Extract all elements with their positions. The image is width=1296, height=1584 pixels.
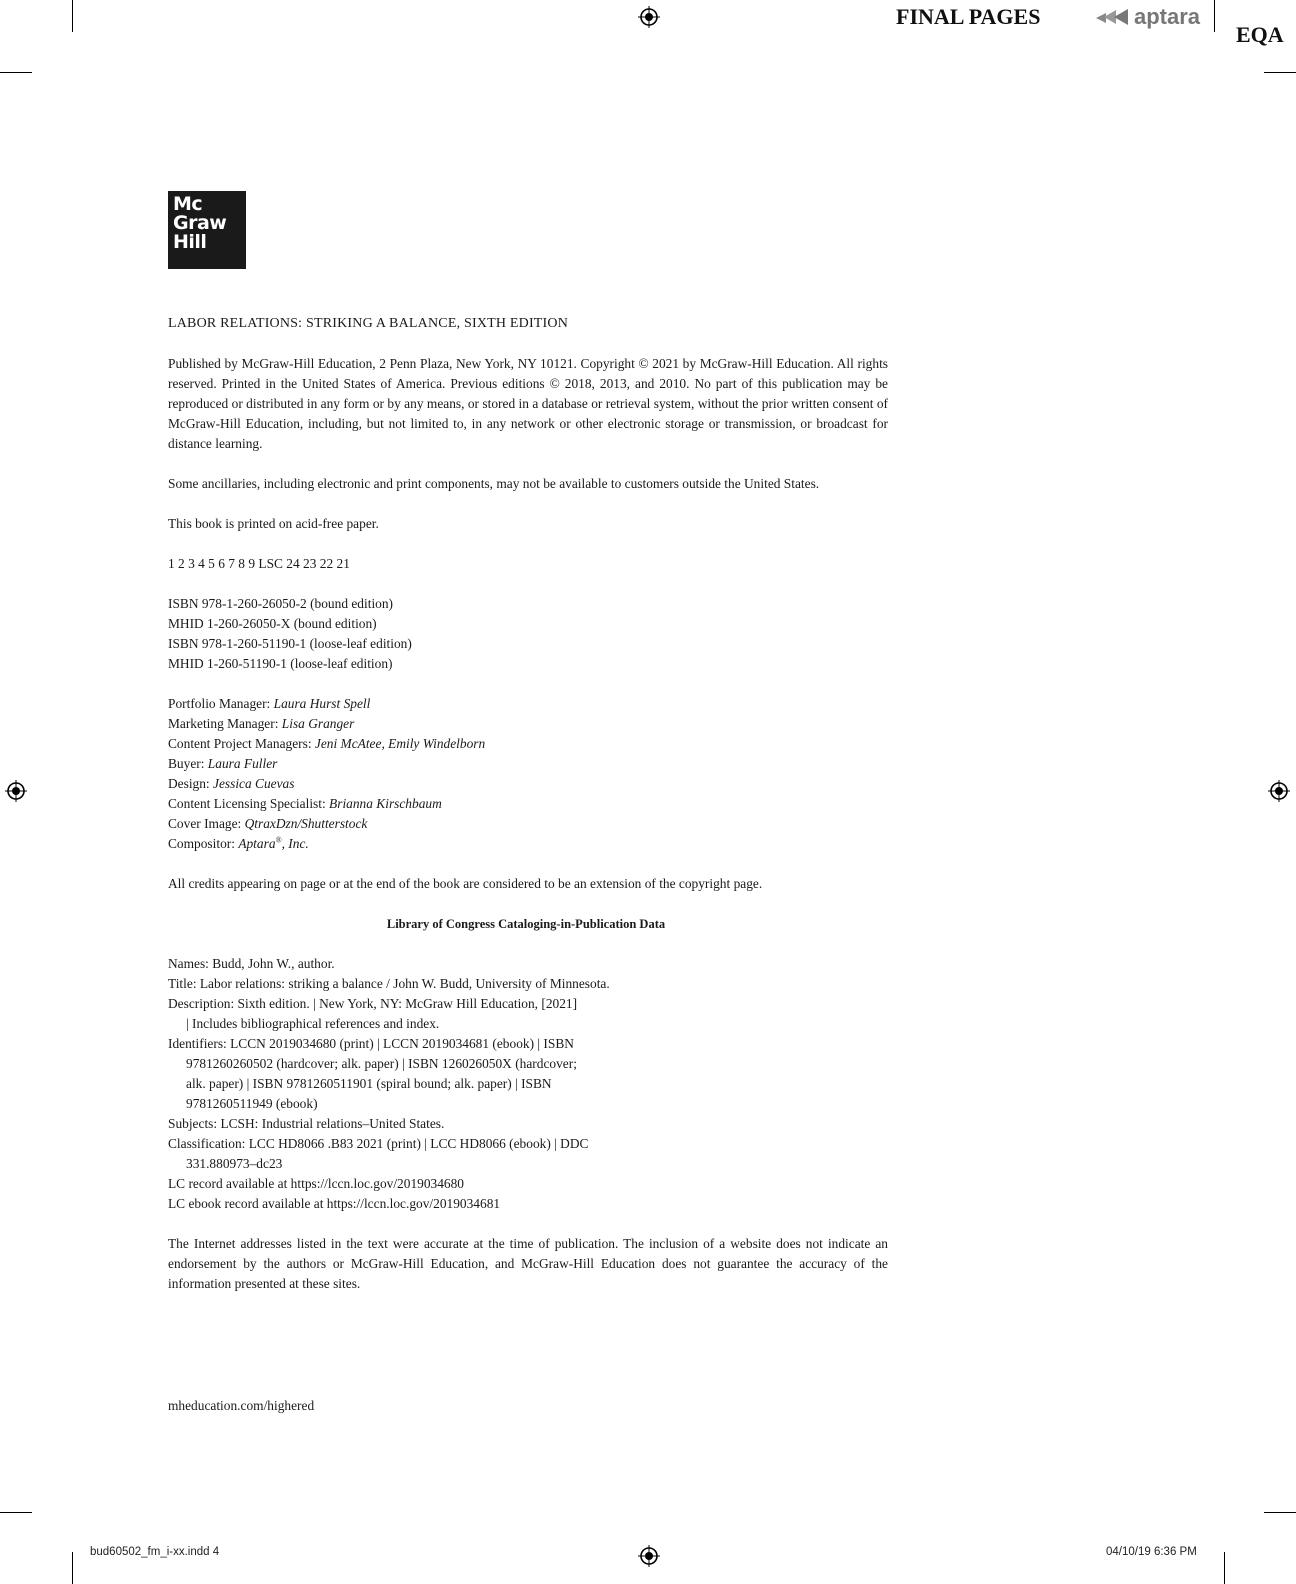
credit-role: Marketing Manager: <box>168 716 282 731</box>
footer-filename: bud60502_fm_i-xx.indd 4 <box>90 1546 220 1558</box>
credit-name: Jessica Cuevas <box>213 776 295 791</box>
print-line: 1 2 3 4 5 6 7 8 9 LSC 24 23 22 21 <box>168 556 350 571</box>
registration-mark-icon <box>638 6 660 28</box>
credit-role: Content Project Managers: <box>168 736 315 751</box>
credit-name: Lisa Granger <box>281 716 355 731</box>
copyright-page-content <box>168 314 888 1294</box>
credit-role: Compositor: <box>168 836 239 851</box>
copyright-paragraph: Published by McGraw-Hill Education, 2 Penn Plaza, New York, NY 10121. Copyright © 2021 by McGraw-Hill Education. All rights reserved. Printed in the United States of America. Previous editions © 2018, 2013, and 2010. No part of this publication may be reproduced or distributed in any form or by any means, or stored in a database or retrieval system, without the prior written consent of McGraw-Hill Education, including, but not limited to, in any network or other electronic storage or transmission, or broadcast for distance learning. <box>168 356 888 451</box>
acid-free-note: This book is printed on acid-free paper. <box>168 516 379 531</box>
aptara-logo-text: aptara <box>1134 4 1201 29</box>
cip-heading: Library of Congress Cataloging-in-Publication Data <box>386 917 666 931</box>
credits-extension-note: All credits appearing on page or at the end of the book are considered to be an extension of the copyright page. <box>168 876 763 891</box>
cip-line: | Includes bibliographical references and index. <box>186 1016 440 1031</box>
isbn-line: MHID 1-260-51190-1 (loose-leaf edition) <box>168 656 393 671</box>
credit-role: Portfolio Manager: <box>168 696 274 711</box>
credit-role: Buyer: <box>168 756 208 771</box>
crop-mark <box>1214 0 1215 32</box>
footer-timestamp: 04/10/19 6:36 PM <box>1106 1546 1197 1558</box>
logo-line: Mc <box>173 193 203 215</box>
isbn-line: ISBN 978-1-260-26050-2 (bound edition) <box>168 596 394 611</box>
crop-mark <box>72 1552 73 1584</box>
isbn-list <box>168 594 888 674</box>
credit-line <box>168 814 888 834</box>
credit-name-suffix: , Inc. <box>281 836 309 851</box>
credit-line <box>168 774 888 794</box>
book-title: LABOR RELATIONS: STRIKING A BALANCE, SIXTH EDITION <box>168 316 569 331</box>
cip-line: Description: Sixth edition. | New York, NY: McGraw Hill Education, [2021] <box>168 996 578 1011</box>
credit-name: Jeni McAtee, Emily Windelborn <box>314 736 486 751</box>
credit-line <box>168 834 888 854</box>
credit-line <box>168 694 888 714</box>
cip-line: LC ebook record available at https://lccn.loc.gov/2019034681 <box>168 1196 501 1211</box>
crop-mark <box>0 72 32 73</box>
credit-name: Brianna Kirschbaum <box>329 796 442 811</box>
cip-line: Title: Labor relations: striking a balance / John W. Budd, University of Minnesota. <box>168 976 610 991</box>
cip-line: 9781260260502 (hardcover; alk. paper) | ISBN 126026050X (hardcover; <box>186 1056 577 1071</box>
credit-name: Aptara <box>238 836 276 851</box>
crop-mark <box>72 0 73 32</box>
credit-line <box>168 794 888 814</box>
cip-line: Identifiers: LCCN 2019034680 (print) | LCCN 2019034681 (ebook) | ISBN <box>168 1036 574 1051</box>
cip-line: 331.880973–dc23 <box>186 1156 283 1171</box>
cip-line: Classification: LCC HD8066 .B83 2021 (print) | LCC HD8066 (ebook) | DDC <box>168 1136 589 1151</box>
cip-line: 9781260511949 (ebook) <box>186 1096 318 1111</box>
cip-line: LC record available at https://lccn.loc.gov/2019034680 <box>168 1176 465 1191</box>
final-pages-label: FINAL PAGES <box>896 4 1041 29</box>
cip-line: Subjects: LCSH: Industrial relations–United States. <box>168 1116 445 1131</box>
logo-line: Hill <box>173 231 207 253</box>
registered-mark: ® <box>275 835 282 845</box>
isbn-line: MHID 1-260-26050-X (bound edition) <box>168 616 377 631</box>
cip-line: Names: Budd, John W., author. <box>168 956 335 971</box>
credit-role: Cover Image: <box>168 816 245 831</box>
credits-list <box>168 694 888 854</box>
credit-line <box>168 754 888 774</box>
eqa-label: EQA <box>1236 22 1284 47</box>
internet-disclaimer: The Internet addresses listed in the text were accurate at the time of publication. The inclusion of a website does not indicate an endorsement by the authors or McGraw-Hill Education, and McGraw-Hill Education does not guarantee the accuracy of the information presented at these sites. <box>168 1236 888 1291</box>
credit-name: Laura Hurst Spell <box>273 696 371 711</box>
registration-mark-icon <box>638 1545 660 1567</box>
cip-line: alk. paper) | ISBN 9781260511901 (spiral bound; alk. paper) | ISBN <box>186 1076 552 1091</box>
credit-line <box>168 714 888 734</box>
logo-line: Graw <box>173 212 227 234</box>
credit-line <box>168 734 888 754</box>
publisher-website[interactable]: mheducation.com/highered <box>168 1398 315 1413</box>
isbn-line: ISBN 978-1-260-51190-1 (loose-leaf edition) <box>168 636 412 651</box>
mcgraw-hill-logo <box>168 191 246 269</box>
credit-role: Design: <box>168 776 214 791</box>
registration-mark-icon <box>5 780 27 802</box>
crop-mark <box>1264 1512 1296 1513</box>
crop-mark <box>1264 72 1296 73</box>
credit-role: Content Licensing Specialist: <box>168 796 330 811</box>
crop-mark <box>0 1512 32 1513</box>
aptara-logo <box>1096 4 1200 30</box>
credit-name: Laura Fuller <box>207 756 278 771</box>
registration-mark-icon <box>1268 780 1290 802</box>
ancillaries-paragraph: Some ancillaries, including electronic and print components, may not be available to customers outside the United States. <box>168 476 820 491</box>
aptara-logo-icon <box>1096 9 1130 25</box>
cip-data-block <box>168 954 888 1214</box>
credit-name: QtraxDzn/Shutterstock <box>244 816 368 831</box>
crop-mark <box>1224 1552 1225 1584</box>
